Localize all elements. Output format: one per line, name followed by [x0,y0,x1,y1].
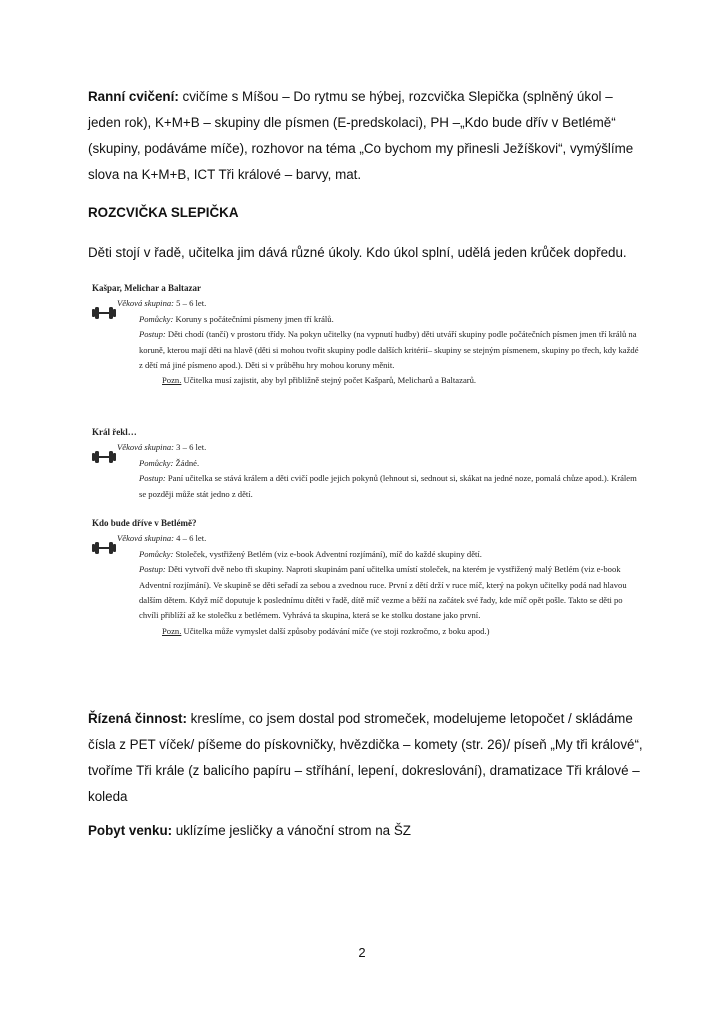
procedure-label: Postup: [139,473,166,484]
aids-label: Pomůcky: [139,548,174,559]
game-block-1 [92,281,640,389]
aids-label: Pomůcky: [139,457,174,468]
guided-activity-paragraph [88,706,648,810]
page-number: 2 [358,945,366,960]
morning-exercise-label: Ranní cvičení: [88,89,179,104]
game-title: Kašpar, Melichar a Baltazar [92,283,201,293]
morning-exercise-text: cvičíme s Míšou – Do rytmu se hýbej, rozcvička Slepička (splněný úkol – jeden rok), K+M+B – skupiny dle písmen (E-predskolaci), PH –„Kdo bude dřív v Betlémě“ (skupiny, podáváme míče), rozhovor na téma „Co bychom my přinesli Ježíškovi“, vymýšlíme slova na K+M+B, ICT Tři králové – barvy, mat. [88,89,634,182]
procedure-text: Děti vytvoří dvě nebo tři skupiny. Naproti skupinám paní učitelka umístí stoleček, na kterém je vystřižený malý Betlém (viz e-book Adventní rozjímání). Ve skupině se děti seřadí za sebou a zvednou ruce. První z dětí drží v ruce míč, který na pokyn učitelky podá nad hlavou dalším dětem. Když míč doputuje k poslednímu dítěti v řadě, dítě míč vezme a běží na začátek své řady, kde míč opět pošle. Takto se děti po chvíli přiblíží až ke stolečku z betlémem. Vyhrává ta skupina, která se ke stolku dostane jako první. [139,564,627,621]
game-block-2 [92,425,640,502]
dumbbell-icon [92,541,116,555]
age-value: 3 – 6 let. [174,442,207,453]
dumbbell-icon [92,450,116,464]
note-text: Učitelka může vymyslet další způsoby podávání míče (ve stoji rozkročmo, z boku apod.) [181,625,490,636]
dumbbell-icon [92,306,116,320]
age-label: Věková skupina: [117,298,175,309]
aids-value: Žádné. [173,457,200,468]
note-label: Pozn. [162,625,182,636]
note-text: Učitelka musí zajistit, aby byl přibližně stejný počet Kašparů, Melicharů a Baltazarů. [181,375,477,386]
age-label: Věková skupina: [117,442,175,453]
age-label: Věková skupina: [117,533,175,544]
morning-exercise-paragraph [88,84,648,188]
section-heading: ROZCVIČKA SLEPIČKA [88,205,239,220]
outdoor-text: uklízíme jesličky a vánoční strom na ŠZ [172,823,411,838]
aids-value: Koruny s počátečními písmeny jmen tří králů. [173,313,334,324]
game-title: Král řekl… [92,427,137,437]
procedure-text: Paní učitelka se stává králem a děti cvičí podle jejich pokynů (lehnout si, sednout si, skákat na jedné noze, pomalá chůze apod.). Králem se později může stát jedno z dětí. [139,473,637,499]
procedure-label: Postup: [139,564,166,575]
outdoor-paragraph [88,818,648,844]
aids-value: Stoleček, vystřižený Betlém (viz e-book Adventní rozjímání), míč do každé skupiny dětí. [173,548,482,559]
guided-activity-text: kreslíme, co jsem dostal pod stromeček, modelujeme letopočet / skládáme čísla z PET víček/ píšeme do pískovničky, hvězdička – komety (str. 26)/ píseň „My tři králové“, tvoříme Tři krále (z balicího papíru – stříhání, lepení, dokreslování), dramatizace Tři králové – koleda [88,711,643,804]
game-block-3 [92,516,640,639]
aids-label: Pomůcky: [139,313,174,324]
procedure-text: Děti chodí (tančí) v prostoru třídy. Na pokyn učitelky (na vypnutí hudby) děti utváří skupiny podle počátečních písmen jmen tří králů na koruně, kterou mají děti na hlavě (děti si mohou tvořit skupiny podle dalších kritérií– skupiny se stejným písmenem, skupiny po třech, kdy každé z dětí má jiné písmeno apod.). Děti si v průběhu hry mohou koruny měnit. [139,329,639,371]
note-label: Pozn. [162,375,182,386]
intro-paragraph: Děti stojí v řadě, učitelka jim dává různé úkoly. Kdo úkol splní, udělá jeden krůček dopředu. [88,245,627,260]
age-value: 5 – 6 let. [174,298,207,309]
outdoor-label: Pobyt venku: [88,823,173,838]
game-title: Kdo bude dříve v Betlémě? [92,518,197,528]
guided-activity-label: Řízená činnost: [88,711,187,726]
age-value: 4 – 6 let. [174,533,207,544]
procedure-label: Postup: [139,329,166,340]
